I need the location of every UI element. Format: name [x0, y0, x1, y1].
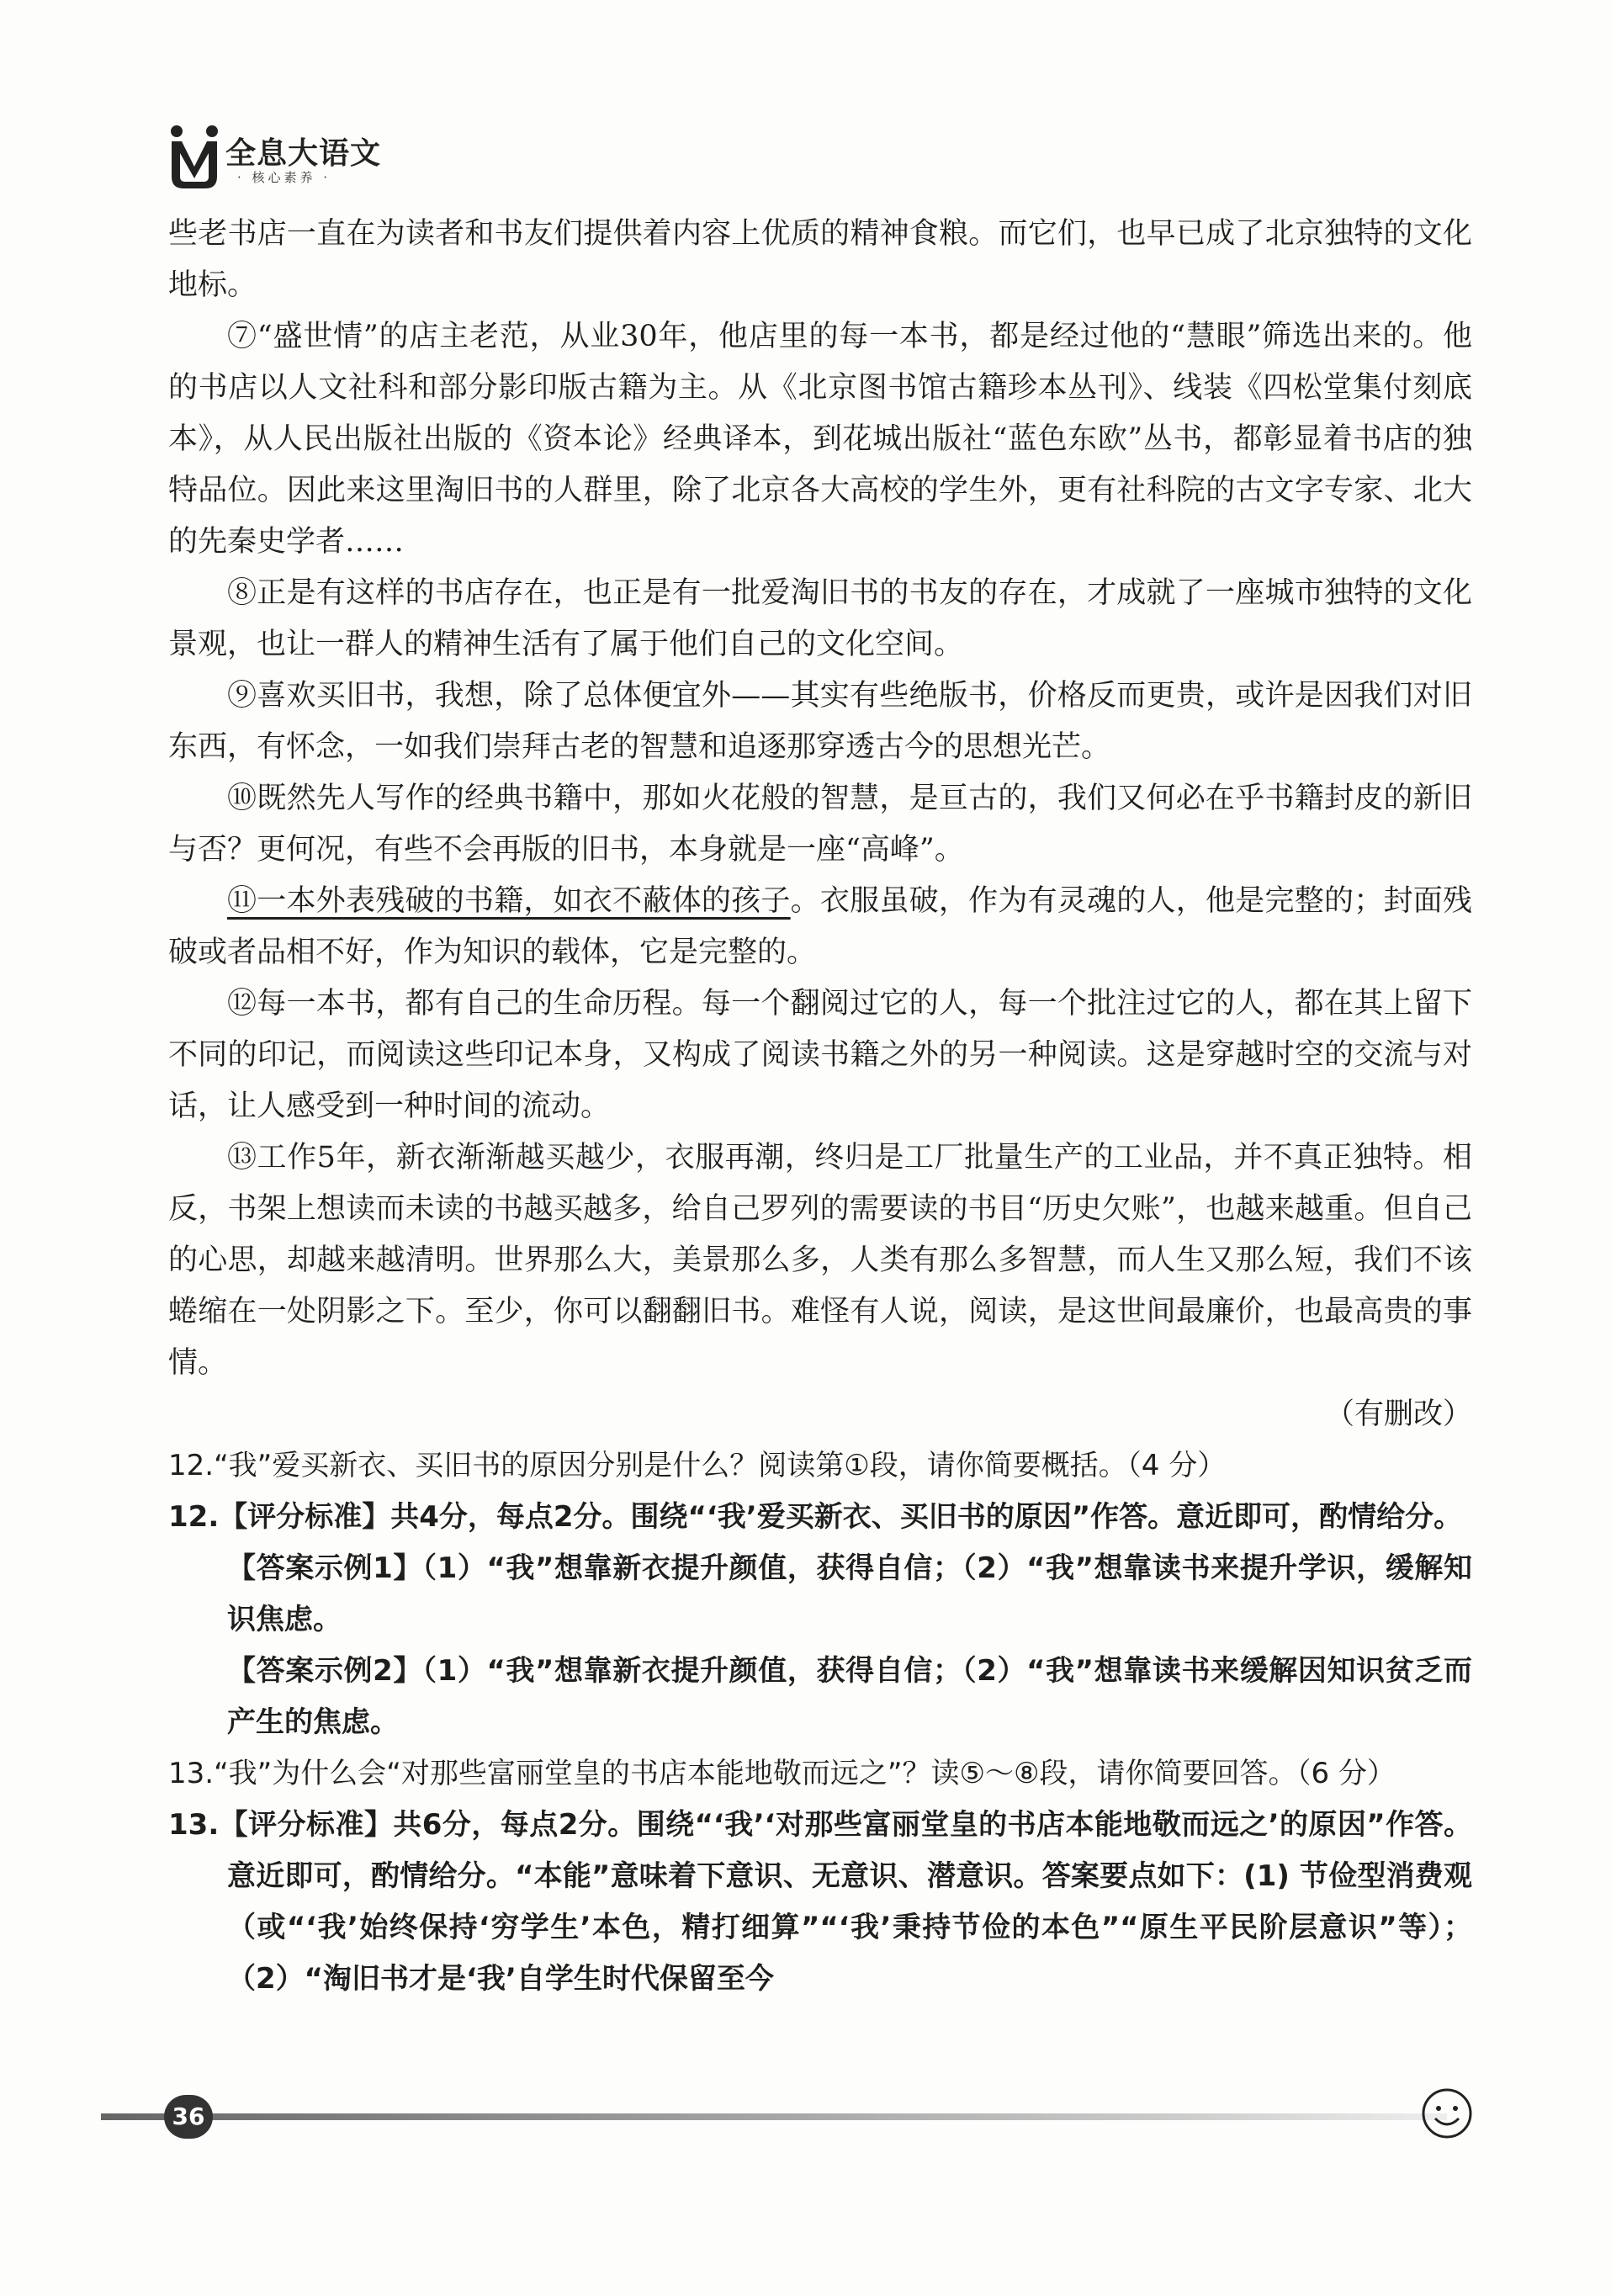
smiley-icon [1420, 2087, 1474, 2140]
brand-logo [168, 125, 421, 192]
brand-subtitle: · 核心素养 · [237, 170, 331, 185]
paragraph-8: ⑧正是有这样的书店存在，也正是有一批爱淘旧书的书友的存在，才成就了一座城市独特的文化景观，也让一群人的精神生活有了属于他们自己的文化空间。 [168, 576, 1472, 661]
answer-12-example-2: 【答案示例2】（1）“我”想靠新衣提升颜值，获得自信；（2）“我”想靠读书来缓解因知识贫乏而产生的焦虑。 [227, 1654, 1472, 1739]
answer-13-standard: 13.【评分标准】共6分，每点2分。围绕“‘我’‘对那些富丽堂皇的书店本能地敬而远之’的原因”作答。意近即可，酌情给分。“本能”意味着下意识、无意识、潜意识。答案要点如下：(1) 节俭型消费观（或“‘我’始终保持‘穷学生’本色，精打细算”“‘我’秉持节俭的本色”“原生平民阶层意识”等）；（2）“淘旧书才是‘我’自学生时代保留至今 [168, 1808, 1472, 1996]
paragraph-11-rest: 。衣服虽破，作为有灵魂的人，他是完整的；封面残破或者品相不好，作为知识的载体，它是完整的。 [168, 884, 1472, 969]
brand-logo-icon [168, 125, 220, 190]
paragraph-10: ⑩既然先人写作的经典书籍中，那如火花般的智慧，是亘古的，我们又何必在乎书籍封皮的新旧与否？更何况，有些不会再版的旧书，本身就是一座“高峰”。 [168, 782, 1472, 867]
page-content [168, 209, 1472, 2005]
paragraph-12: ⑫每一本书，都有自己的生命历程。每一个翻阅过它的人，每一个批注过它的人，都在其上留下不同的印记，而阅读这些印记本身，又构成了阅读书籍之外的另一种阅读。这是穿越时空的交流与对话，让人感受到一种时间的流动。 [168, 987, 1472, 1123]
paragraph-9: ⑨喜欢买旧书，我想，除了总体便宜外——其实有些绝版书，价格反而更贵，或许是因我们对旧东西，有怀念，一如我们崇拜古老的智慧和追逐那穿透古今的思想光芒。 [168, 679, 1472, 764]
footer-rule [101, 2113, 1447, 2120]
paragraph-continued: 些老书店一直在为读者和书友们提供着内容上优质的精神食粮。而它们，也早已成了北京独特的文化地标。 [168, 217, 1472, 302]
brand-title: 全息大语文 [225, 136, 382, 171]
edit-note: （有删改） [1324, 1397, 1472, 1431]
paragraph-13: ⑬工作5年，新衣渐渐越买越少，衣服再潮，终归是工厂批量生产的工业品，并不真正独特。相反，书架上想读而未读的书越买越多，给自己罗列的需要读的书目“历史欠账”，也越来越重。但自己的心思，却越来越清明。世界那么大，美景那么多，人类有那么多智慧，而人生又那么短，我们不该蜷缩在一处阴影之下。至少，你可以翻翻旧书。难怪有人说，阅读，是这世间最廉价，也最高贵的事情。 [168, 1141, 1472, 1380]
question-13: 13.“我”为什么会“对那些富丽堂皇的书店本能地敬而远之”？读⑤～⑧段，请你简要回答。（6 分） [168, 1757, 1396, 1790]
page-number: 36 [164, 2095, 213, 2139]
answer-12-example-1: 【答案示例1】（1）“我”想靠新衣提升颜值，获得自信；（2）“我”想靠读书来提升学识，缓解知识焦虑。 [227, 1551, 1472, 1636]
paragraph-7: ⑦“盛世情”的店主老范，从业30年，他店里的每一本书，都是经过他的“慧眼”筛选出来的。他的书店以人文社科和部分影印版古籍为主。从《北京图书馆古籍珍本丛刊》、线装《四松堂集付刻底本》，从人民出版社出版的《资本论》经典译本，到花城出版社“蓝色东欧”丛书，都彰显着书店的独特品位。因此来这里淘旧书的人群里，除了北京各大高校的学生外，更有社科院的古文字专家、北大的先秦史学者…… [168, 320, 1472, 559]
paragraph-11 [168, 876, 1472, 978]
question-12: 12.“我”爱买新衣、买旧书的原因分别是什么？阅读第①段，请你简要概括。（4 分） [168, 1449, 1227, 1482]
underlined-sentence: ⑪一本外表残破的书籍，如衣不蔽体的孩子 [227, 884, 791, 918]
answer-12-standard: 12.【评分标准】共4分，每点2分。围绕“‘我’爱买新衣、买旧书的原因”作答。意近即可，酌情给分。 [168, 1500, 1463, 1534]
